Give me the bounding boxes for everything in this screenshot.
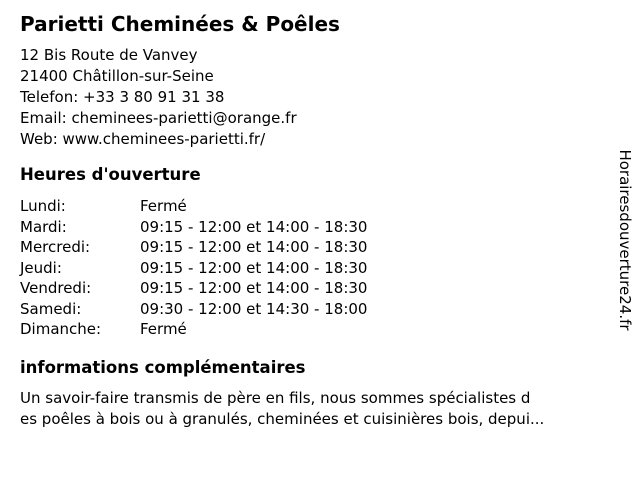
hours-day-label: Jeudi: [20, 258, 62, 277]
hours-day-label: Samedi: [20, 299, 82, 318]
hours-value: 09:30 - 12:00 et 14:30 - 18:00 [140, 299, 368, 318]
web-line: Web: www.cheminees-parietti.fr/ [20, 130, 266, 148]
hours-row-wednesday [20, 237, 612, 258]
hours-day-label: Mercredi: [20, 238, 91, 256]
hours-row-tuesday [20, 217, 612, 238]
hours-row-friday [20, 278, 612, 299]
additional-info-line-1: Un savoir-faire transmis de père en fils, nous sommes spécialistes d [20, 388, 531, 407]
phone-line: Telefon: +33 3 80 91 31 38 [20, 88, 225, 106]
hours-day-label: Lundi: [20, 197, 66, 215]
hours-day-label: Dimanche: [20, 320, 102, 338]
hours-value: Fermé [140, 197, 187, 215]
additional-info-line-2: es poêles à bois ou à granulés, cheminées et cuisinières bois, depui... [20, 409, 545, 428]
contact-block [20, 45, 612, 150]
hours-row-saturday [20, 299, 612, 320]
hours-value: Fermé [140, 320, 187, 338]
hours-row-thursday [20, 258, 612, 279]
opening-hours-table [20, 196, 612, 340]
hours-value: 09:15 - 12:00 et 14:00 - 18:30 [140, 217, 368, 236]
address-line-street: 12 Bis Route de Vanvey [20, 46, 198, 64]
hours-value: 09:15 - 12:00 et 14:00 - 18:30 [140, 258, 368, 277]
hours-row-monday [20, 196, 612, 217]
hours-row-sunday [20, 319, 612, 340]
page-title: Parietti Cheminées & Poêles [20, 12, 340, 36]
hours-value: 09:15 - 12:00 et 14:00 - 18:30 [140, 238, 368, 256]
additional-info-heading: informations complémentaires [20, 357, 306, 377]
opening-hours-heading: Heures d'ouverture [20, 165, 201, 184]
hours-day-label: Vendredi: [20, 279, 92, 297]
site-watermark: Horairesdouverture24.fr [616, 149, 634, 331]
email-line: Email: cheminees-parietti@orange.fr [20, 109, 297, 127]
additional-info-text [20, 388, 612, 430]
hours-day-label: Mardi: [20, 217, 67, 236]
address-line-city: 21400 Châtillon-sur-Seine [20, 67, 214, 85]
hours-value: 09:15 - 12:00 et 14:00 - 18:30 [140, 279, 368, 297]
